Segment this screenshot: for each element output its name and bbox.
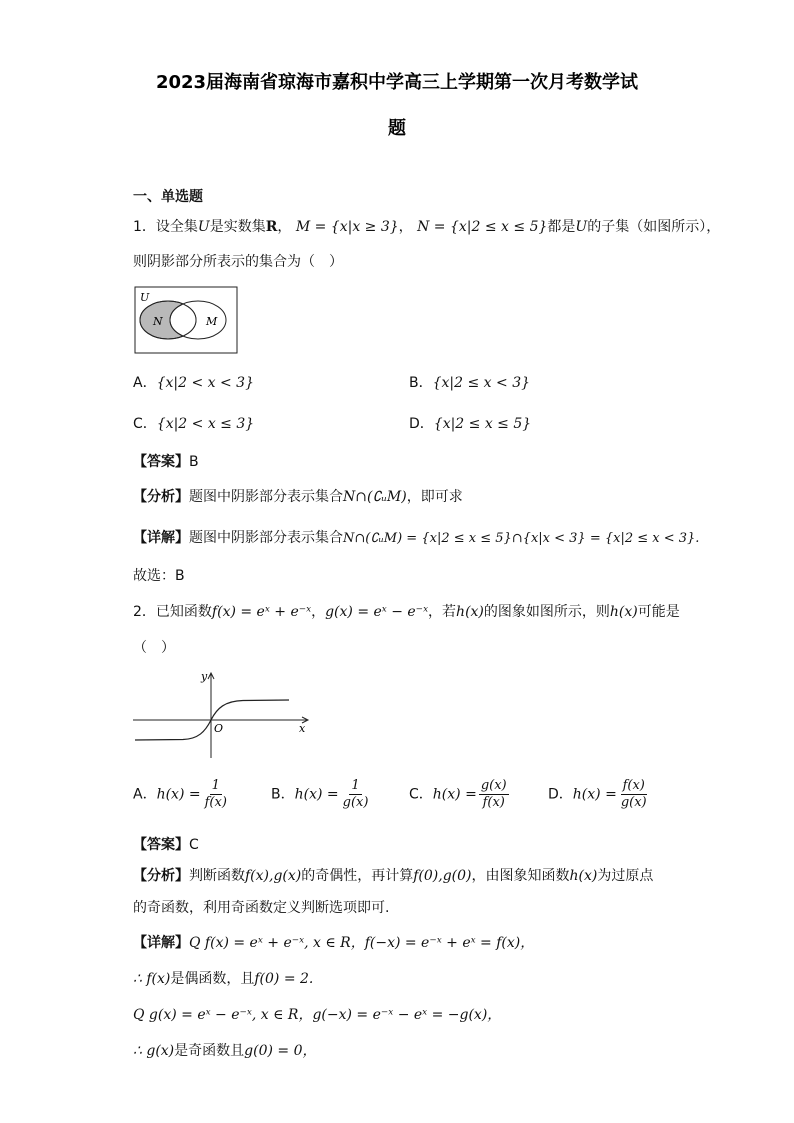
q2-option-a-lhs: h(x) =	[156, 786, 201, 803]
q1-option-c-label: C．	[133, 416, 157, 432]
q2-detail-l4a: ∴ g(x)	[133, 1043, 175, 1059]
q1-detail-expr: N∩(∁ᵤM) = {x|2 ≤ x ≤ 5}∩{x|x < 3} = {x|2 ≤ x < 3}.	[343, 531, 700, 546]
q2-g-def: g(x) = eˣ − e⁻ˣ	[325, 604, 429, 620]
q1-conclusion: 故选：B	[133, 568, 185, 584]
q2-option-c-den: f(x)	[482, 795, 505, 810]
q2-detail-l2b: 是偶函数，且	[170, 971, 255, 987]
q1-set-n: N = {x|2 ≤ x ≤ 5}	[417, 219, 548, 235]
q2-stem-c: 的图象如图所示，则	[483, 604, 610, 620]
q1-analysis-expr: N∩(∁ᵤM)	[343, 489, 407, 505]
q2-option-d-den: g(x)	[620, 795, 647, 810]
q2-option-d	[548, 778, 651, 811]
q2-detail-l1: Q f(x) = eˣ + e⁻ˣ, x ∈ R，f(−x) = e⁻ˣ + eˣ = f(x)，	[189, 935, 535, 951]
venn-label-m: M	[206, 315, 218, 328]
q1-stem-line1: 1．设全集U是实数集R， M = {x|x ≥ 3}， N = {x|2 ≤ x ≤ 5}都是U的子集（如图所示），	[133, 219, 721, 235]
graph-label-y: y	[201, 670, 208, 683]
q1-stem-line2: 则阴影部分所表示的集合为（ ）	[133, 254, 343, 270]
q2-stem-b: ，若	[428, 604, 457, 620]
q2-detail-line1	[133, 933, 534, 953]
q1-option-b-text: {x|2 ≤ x < 3}	[432, 375, 531, 391]
q1-stem-a: 1．设全集	[133, 219, 198, 235]
q2-analysis-b: f(x),g(x)	[245, 868, 302, 884]
q2-sep: ，	[311, 604, 326, 620]
q2-option-c-frac	[479, 778, 509, 811]
section-heading: 一、单选题	[133, 189, 203, 205]
q2-detail-line3	[133, 1005, 501, 1025]
q1-analysis	[133, 487, 463, 507]
q2-analysis-line2: 的奇函数，利用奇函数定义判断选项即可.	[133, 900, 390, 916]
q1-option-d	[409, 414, 531, 434]
q2-analysis-g: 为过原点	[597, 868, 654, 884]
q1-option-a-label: A．	[133, 375, 157, 391]
venn-diagram	[134, 286, 238, 354]
q1-detail-tag: 【详解】	[133, 530, 189, 546]
graph-label-origin: O	[214, 722, 224, 735]
q2-analysis-line1	[133, 866, 653, 886]
q1-detail-text: 题图中阴影部分表示集合	[189, 530, 343, 546]
q2-analysis-a: 判断函数	[189, 868, 245, 884]
q1-answer	[133, 452, 199, 472]
q1-stem-d: 都是	[547, 219, 576, 235]
venn-label-n: N	[153, 315, 163, 328]
q2-detail-line2	[133, 969, 313, 989]
q1-option-b-label: B．	[409, 375, 433, 391]
q1-option-c	[133, 414, 254, 434]
q2-detail-line4	[133, 1041, 316, 1061]
q1-option-d-text: {x|2 ≤ x ≤ 5}	[433, 416, 532, 432]
doc-title-line2: 题	[388, 118, 406, 139]
q2-option-a-num: 1	[211, 778, 220, 793]
q2-detail-l2a: ∴ f(x)	[133, 971, 171, 987]
q2-stem-a: 2．已知函数	[133, 604, 212, 620]
q2-stem-line2: （ ）	[133, 640, 175, 656]
q2-f-def: f(x) = eˣ + e⁻ˣ	[211, 604, 312, 620]
q2-answer-tag: 【答案】	[133, 837, 189, 853]
q2-answer-value: C	[189, 837, 199, 853]
q2-option-b-lhs: h(x) =	[294, 786, 339, 803]
q2-option-a-frac	[203, 778, 229, 811]
q2-analysis-tag: 【分析】	[133, 868, 189, 884]
q2-option-b-frac	[341, 778, 371, 811]
q2-analysis-c: 的奇偶性，再计算	[301, 868, 414, 884]
q2-answer	[133, 835, 199, 855]
q1-option-d-label: D．	[409, 416, 434, 432]
q2-stem-d: 可能是	[637, 604, 680, 620]
q1-option-c-text: {x|2 < x ≤ 3}	[156, 416, 255, 432]
q1-analysis-tail: ，即可求	[406, 489, 463, 505]
q2-option-c-label: C．	[409, 786, 433, 803]
q2-analysis-f: h(x)	[569, 868, 598, 884]
doc-title-line1: 2023届海南省琼海市嘉积中学高三上学期第一次月考数学试	[155, 72, 639, 93]
venn-label-u: U	[140, 291, 150, 304]
graph-label-x: x	[299, 722, 306, 735]
q2-option-d-frac	[619, 778, 649, 811]
q1-option-b	[409, 373, 530, 393]
q2-detail-l4b: 是奇函数且	[174, 1043, 245, 1059]
q1-stem-e: 的子集（如图所示），	[587, 219, 721, 235]
q2-analysis-e: ，由图象知函数	[471, 868, 570, 884]
q1-detail	[133, 528, 699, 549]
q2-option-c-lhs: h(x) =	[432, 786, 477, 803]
q2-detail-l2c: f(0) = 2.	[254, 971, 314, 987]
q2-option-d-lhs: h(x) =	[572, 786, 617, 803]
q1-answer-tag: 【答案】	[133, 454, 189, 470]
q2-h: h(x)	[456, 604, 484, 620]
q1-set-m: M = {x|x ≥ 3}	[295, 219, 399, 235]
q2-option-b-label: B．	[271, 786, 295, 803]
q1-analysis-text: 题图中阴影部分表示集合	[189, 489, 343, 505]
q2-option-b-num: 1	[351, 778, 360, 793]
q1-comma: ，	[277, 219, 292, 235]
q1-analysis-tag: 【分析】	[133, 489, 189, 505]
q2-option-d-label: D．	[548, 786, 573, 803]
q2-detail-tag: 【详解】	[133, 935, 189, 951]
q2-option-d-num: f(x)	[622, 778, 645, 793]
q2-option-a-den: f(x)	[204, 795, 227, 810]
q2-option-b	[271, 778, 372, 811]
q1-stem-b: 是实数集	[209, 219, 266, 235]
q1-option-a-text: {x|2 < x < 3}	[156, 375, 254, 391]
function-graph	[133, 668, 313, 760]
q2-option-b-den: g(x)	[342, 795, 369, 810]
q2-option-c	[409, 778, 511, 811]
q1-answer-value: B	[189, 454, 199, 470]
q2-analysis-d: f(0),g(0)	[413, 868, 472, 884]
q1-option-a	[133, 373, 254, 393]
q2-option-c-num: g(x)	[480, 778, 507, 793]
q2-detail-l4c: g(0) = 0，	[244, 1043, 317, 1059]
q1-comma2: ，	[398, 219, 413, 235]
q2-detail-l3: Q g(x) = eˣ − e⁻ˣ, x ∈ R，g(−x) = e⁻ˣ − eˣ = −g(x)，	[133, 1007, 502, 1023]
q2-option-a-label: A．	[133, 786, 157, 803]
q2-option-a	[133, 778, 231, 811]
q2-h2: h(x)	[609, 604, 638, 620]
q2-stem-line1	[133, 602, 680, 622]
